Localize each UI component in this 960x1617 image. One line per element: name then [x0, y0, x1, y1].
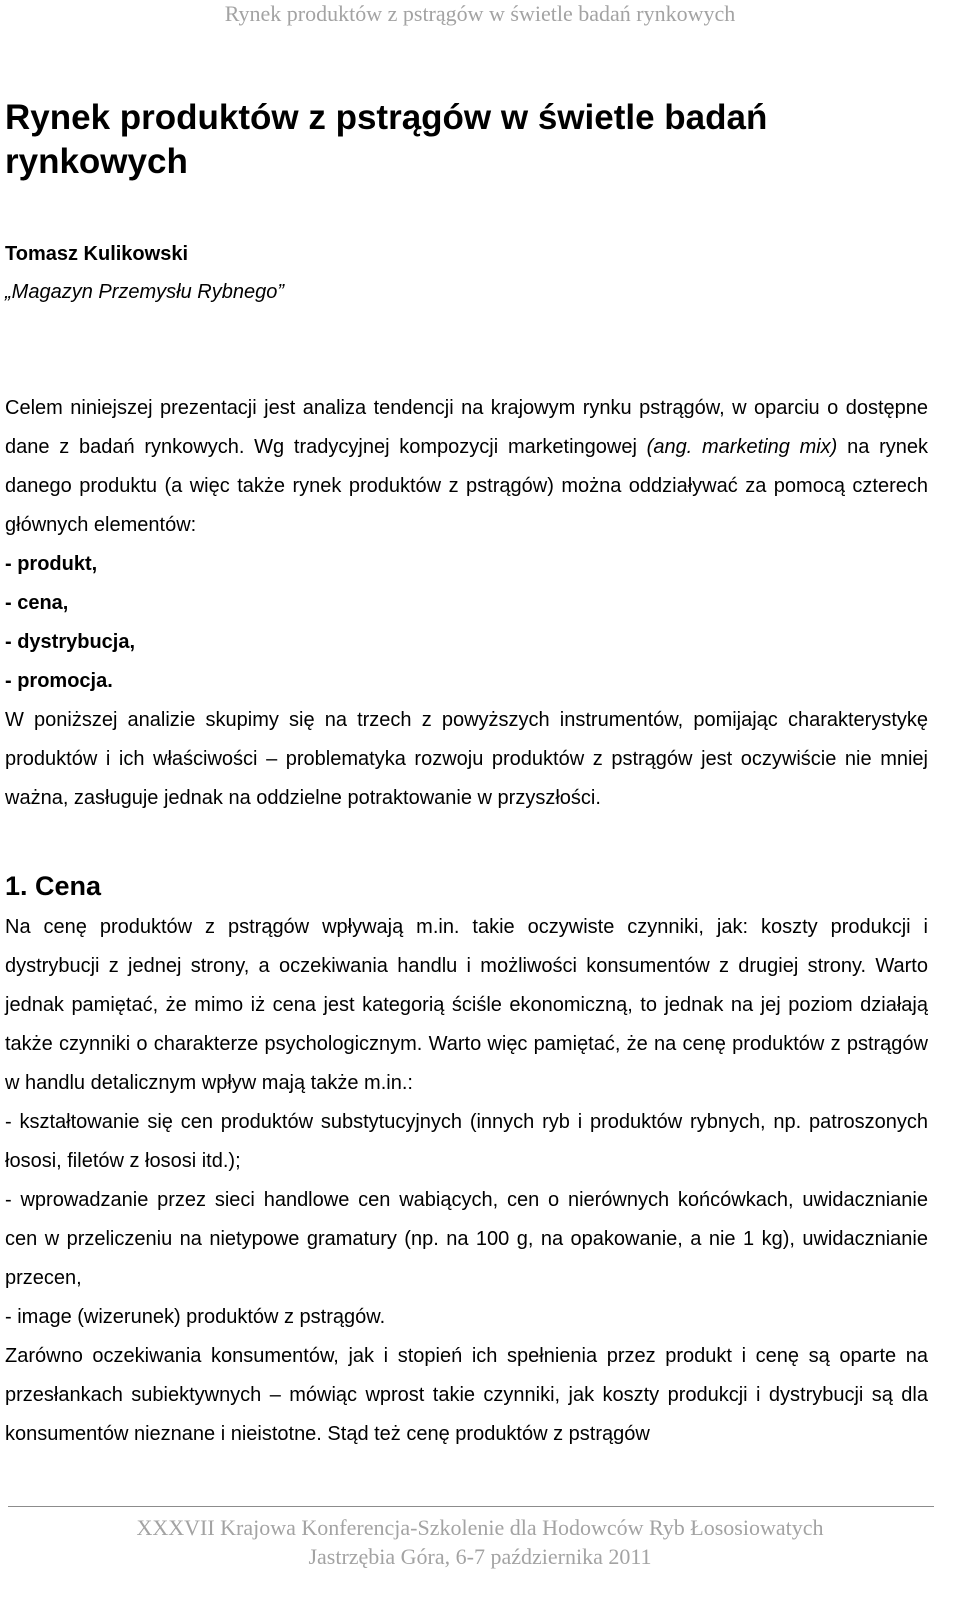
footer-location-line: Jastrzębia Góra, 6-7 października 2011: [308, 1544, 652, 1569]
author-name: Tomasz Kulikowski: [5, 243, 189, 265]
price-paragraph: Na cenę produktów z pstrągów wpływają m.in. takie oczywiste czynniki, jak: koszty produkcji i dystrybucji z jednej strony, a oczekiwania handlu i możliwości konsumentów z drugiej strony. Warto jednak pamiętać, że mimo iż cena jest kategorią ściśle ekonomiczną, to jednak na jej poziom działają także czynniki o charakterze psychologicznym. Warto więc pamiętać, że na cenę produktów z pstrągów w handlu detalicznym wpływ mają także m.in.:: [5, 916, 928, 1094]
journal-name: „Magazyn Przemysłu Rybnego”: [5, 281, 284, 303]
list-item: - cena,: [5, 592, 69, 614]
list-item: - produkt,: [5, 553, 98, 575]
price-factors-list: [5, 1103, 928, 1337]
list-item: - promocja.: [5, 670, 113, 692]
article-title: Rynek produktów z pstrągów w świetle badań rynkowych: [5, 98, 768, 181]
intro-italic-term: (ang. marketing mix): [646, 436, 838, 458]
footer-conference-line: XXXVII Krajowa Konferencja-Szkolenie dla Hodowców Ryb Łososiowatych: [136, 1515, 824, 1540]
page-footer: [0, 1513, 960, 1571]
closing-paragraph: Zarówno oczekiwania konsumentów, jak i stopień ich spełnienia przez produkt i cenę są oparte na przesłankach subiektywnych – mówiąc wprost takie czynniki, jak koszty produkcji i dystrybucji są dla konsumentów nieznane i nieistotne. Stąd też cenę produktów z pstrągów: [5, 1345, 928, 1445]
article-body: [5, 96, 928, 1454]
list-item: - image (wizerunek) produktów z pstrągów.: [5, 1306, 386, 1328]
list-item: - dystrybucja,: [5, 631, 136, 653]
section-heading-price: 1. Cena: [5, 871, 102, 901]
intro-text-1: Celem niniejszej prezentacji jest analiza tendencji na krajowym rynku pstrągów, w oparciu o dostępne dane z badań rynkowych. Wg tradycyjnej kompozycji marketingowej: [5, 397, 928, 458]
footer-divider: [8, 1506, 934, 1507]
intro-paragraph: [5, 389, 928, 545]
running-header: Rynek produktów z pstrągów w świetle badań rynkowych: [224, 1, 736, 26]
list-item: - wprowadzanie przez sieci handlowe cen wabiących, cen o nierównych końcówkach, uwidacznianie cen w przeliczeniu na nietypowe gramatury (np. na 100 g, na opakowanie, a nie 1 kg), uwidacznianie przecen,: [5, 1189, 928, 1289]
scope-paragraph: W poniższej analizie skupimy się na trzech z powyższych instrumentów, pomijając charakterystykę produktów i ich właściwości – problematyka rozwoju produktów z pstrągów jest oczywiście nie mniej ważna, zasługuje jednak na oddzielne potraktowanie w przyszłości.: [5, 709, 928, 809]
list-item: - kształtowanie się cen produktów substytucyjnych (innych ryb i produktów rybnych, np. patroszonych łososi, filetów z łososi itd.);: [5, 1111, 928, 1172]
marketing-mix-list: [5, 545, 928, 701]
intro-text-2: na rynek danego produktu (a więc także rynek produktów z pstrągów) można oddziaływać za pomocą czterech głównych elementów:: [5, 436, 929, 536]
